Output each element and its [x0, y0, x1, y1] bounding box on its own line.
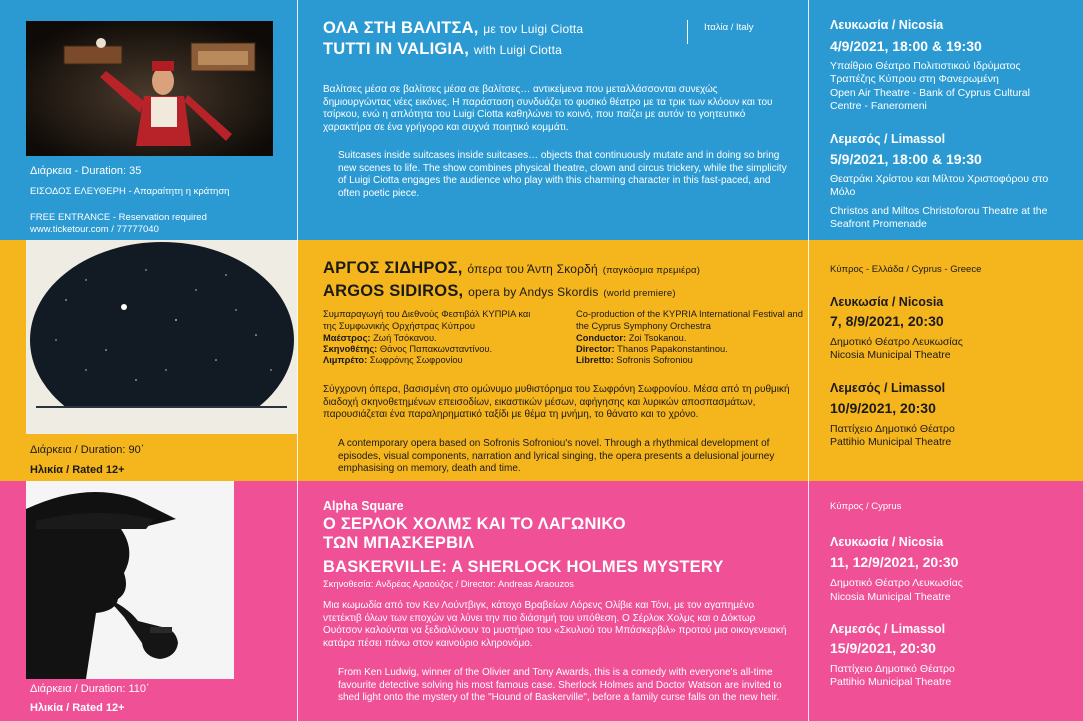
venue-nicosia-english: Nicosia Municipal Theatre — [830, 591, 951, 603]
duration: Διάρκεια / Duration: 90΄ — [30, 444, 145, 456]
director-credit: Σκηνοθεσία: Ανδρέας Αραούζος / Director: Andreas Araouzos — [323, 579, 574, 589]
event-tutti-in-valigia — [0, 0, 1083, 240]
title-greek: ΑΡΓΟΣ ΣΙΔΗΡΟΣ, όπερα του Άντη Σκορδή (παγκόσμια πρεμιέρα) — [323, 259, 701, 277]
venue-limassol-english: Pattihio Municipal Theatre — [830, 676, 952, 688]
title-english: TUTTI IN VALIGIA, with Luigi Ciotta — [323, 40, 562, 58]
city-nicosia: Λευκωσία / Nicosia — [830, 535, 944, 549]
description-english: Suitcases inside suitcases inside suitcases… objects that continuously mutate and in doing so bring new scenes to life. The show combines physical theatre, clown and circus trickery, while the simplicity of Luigi Ciotta engages the audience who play with this charming character in this fast-paced, and often poetic piece. — [338, 150, 787, 199]
duration: Διάρκεια / Duration: 110΄ — [30, 683, 150, 695]
venue-nicosia-greek: Δημοτικό Θέατρο Λευκωσίας — [830, 577, 963, 589]
event-photo-clown-suitcases — [26, 21, 273, 156]
description-greek: Μια κωμωδία από τον Κεν Λούντβιγκ, κάτοχο Βραβείων Λόρενς Ολίβιε και Τόνι, με τον αγαπημένο ντετέκτιβ όλων των εποχών να λύνει την πιο διάσημή του υπόθεση. Ο Σέρλοκ Χολμς και ο Δόκτωρ Ουότσον καλούνται να ξεδιαλύνουν το μυστήριο του «Σκυλιού του Μπάσκερβιλ» προτού μια οικογενειακή κατάρα πέσει πάνω στον καινούριο κληρονόμο. — [323, 600, 787, 649]
credit-conductor-greek: Μαέστρος: Ζωή Τσόκανου. — [323, 333, 437, 343]
age-rating: Ηλικία / Rated 12+ — [30, 702, 125, 714]
event-photo-night-sky — [26, 240, 297, 434]
entrance-greek: ΕΙΣΟΔΟΣ ΕΛΕΥΘΕΡΗ - Απαραίτητη η κράτηση — [30, 186, 230, 197]
venue-nicosia-english: Open Air Theatre - Bank of Cyprus Cultural Centre - Faneromeni — [830, 87, 1030, 112]
venue-nicosia-greek: Υπαίθριο Θέατρο Πολιτιστικού Ιδρύματος Τραπέζης Κύπρου στη Φανερωμένη — [830, 60, 1021, 85]
credit-libretto-greek: Λιμπρέτο: Σωφρόνης Σωφρονίου — [323, 355, 463, 365]
coproduction-greek: Συμπαραγωγή του Διεθνούς Φεστιβάλ ΚΥΠΡΙΑ και της Συμφωνικής Ορχήστρας Κύπρου — [323, 309, 531, 331]
entrance-english: FREE ENTRANCE - Reservation required — [30, 212, 207, 223]
credit-conductor-english: Conductor: Zoi Tsokanou. — [576, 333, 687, 343]
divider — [297, 0, 298, 240]
venue-limassol-english: Pattihio Municipal Theatre — [830, 436, 952, 448]
coproduction-english: Co-production of the KYPRIA International Festival and the Cyprus Symphony Orchestra — [576, 309, 803, 331]
country: Κύπρος - Ελλάδα / Cyprus - Greece — [830, 264, 982, 275]
title-greek-line2: ΤΩΝ ΜΠΑΣΚΕΡΒΙΛ — [323, 534, 475, 552]
date-limassol: 10/9/2021, 20:30 — [830, 400, 936, 416]
event-baskerville — [0, 481, 1083, 721]
title-separator — [687, 20, 688, 44]
description-english: From Ken Ludwig, winner of the Olivier and Tony Awards, this is a comedy with everyone's all-time favourite detective solving his most famous case. Sherlock Holmes and Doctor Watson are invited to shed light onto the mystery of the "Hound of Baskerville", before a family curse falls on the new heir. — [338, 667, 782, 704]
city-limassol: Λεμεσός / Limassol — [830, 132, 946, 146]
credit-director-english: Director: Thanos Papakonstantinou. — [576, 344, 728, 354]
venue-limassol-greek: Παττίχειο Δημοτικό Θέατρο — [830, 663, 955, 675]
city-nicosia: Λευκωσία / Nicosia — [830, 295, 944, 309]
divider — [297, 240, 298, 481]
divider — [808, 0, 809, 240]
description-greek: Βαλίτσες μέσα σε βαλίτσες μέσα σε βαλίτσες… αντικείμενα που μεταλλάσσονται συνεχώς δημιουργώντας νέες εικόνες. Η παράσταση συνδυάζει το φυσικό θέατρο με τα τρικ των κλόουν και του τσίρκου, ενώ η απλότητα του Luigi Ciotta καθηλώνει το κοινό, που παίζει με αυτόν το γοητευτικό χαρακτήρα σε ένα γρήγορο και συχνά ποιητικό κομμάτι. — [323, 84, 773, 133]
description-english: A contemporary opera based on Sofronis Sofroniou's novel. Through a rhythmical development of episodes, visual components, narration and lyrical singing, the opera presents a delusional journey emphasising on memory, death and time. — [338, 438, 775, 475]
duration: Διάρκεια - Duration: 35 — [30, 165, 142, 177]
title-english: ARGOS SIDIROS, opera by Andys Skordis (world premiere) — [323, 282, 676, 300]
title-greek: ΟΛΑ ΣΤΗ ΒΑΛΙΤΣΑ, με τον Luigi Ciotta — [323, 19, 584, 37]
title-english: BASKERVILLE: A SHERLOCK HOLMES MYSTERY — [323, 558, 724, 576]
city-limassol: Λεμεσός / Limassol — [830, 381, 946, 395]
credit-director-greek: Σκηνοθέτης: Θάνος Παπακωνσταντίνου. — [323, 344, 493, 354]
date-nicosia: 4/9/2021, 18:00 & 19:30 — [830, 38, 982, 54]
country: Κύπρος / Cyprus — [830, 501, 902, 512]
country: Ιταλία / Italy — [704, 22, 754, 33]
divider — [808, 240, 809, 481]
company-name: Alpha Square — [323, 499, 404, 513]
venue-limassol-greek: Παττίχειο Δημοτικό Θέατρο — [830, 423, 955, 435]
city-limassol: Λεμεσός / Limassol — [830, 622, 946, 636]
divider — [297, 481, 298, 721]
date-limassol: 5/9/2021, 18:00 & 19:30 — [830, 151, 982, 167]
booking-link[interactable]: www.ticketour.com / 77777040 — [30, 224, 159, 235]
venue-nicosia-english: Nicosia Municipal Theatre — [830, 349, 951, 361]
date-limassol: 15/9/2021, 20:30 — [830, 640, 936, 656]
date-nicosia: 11, 12/9/2021, 20:30 — [830, 554, 959, 570]
credit-libretto-english: Libretto: Sofronis Sofroniou — [576, 355, 693, 365]
age-rating: Ηλικία / Rated 12+ — [30, 464, 125, 476]
event-photo-sherlock-silhouette — [26, 481, 234, 679]
venue-nicosia-greek: Δημοτικό Θέατρο Λευκωσίας — [830, 336, 963, 348]
divider — [808, 481, 809, 721]
venue-limassol-english: Christos and Miltos Christoforou Theatre at the Seafront Promenade — [830, 205, 1048, 230]
description-greek: Σύγχρονη όπερα, βασισμένη στο ομώνυμο μυθιστόρημα του Σωφρόνη Σωφρονίου. Μέσα από τη ρυθμική διαδοχή σκηνοθετημένων επεισοδίων, εικαστικών μέσων, αφήγησης και λυρικών αποσπασμάτων, παρουσιάζεται ένα παραληρηματικό ταξίδι με θέμα τη μνήμη, το θάνατο και το χρόνο. — [323, 384, 790, 421]
event-argos-sidiros — [0, 240, 1083, 481]
date-nicosia: 7, 8/9/2021, 20:30 — [830, 313, 944, 329]
title-greek-line1: Ο ΣΕΡΛΟΚ ΧΟΛΜΣ ΚΑΙ ΤΟ ΛΑΓΩΝΙΚΟ — [323, 515, 626, 533]
venue-limassol-greek: Θεατράκι Χρίστου και Μίλτου Χριστοφόρου στο Μόλο — [830, 173, 1049, 198]
city-nicosia: Λευκωσία / Nicosia — [830, 18, 944, 32]
